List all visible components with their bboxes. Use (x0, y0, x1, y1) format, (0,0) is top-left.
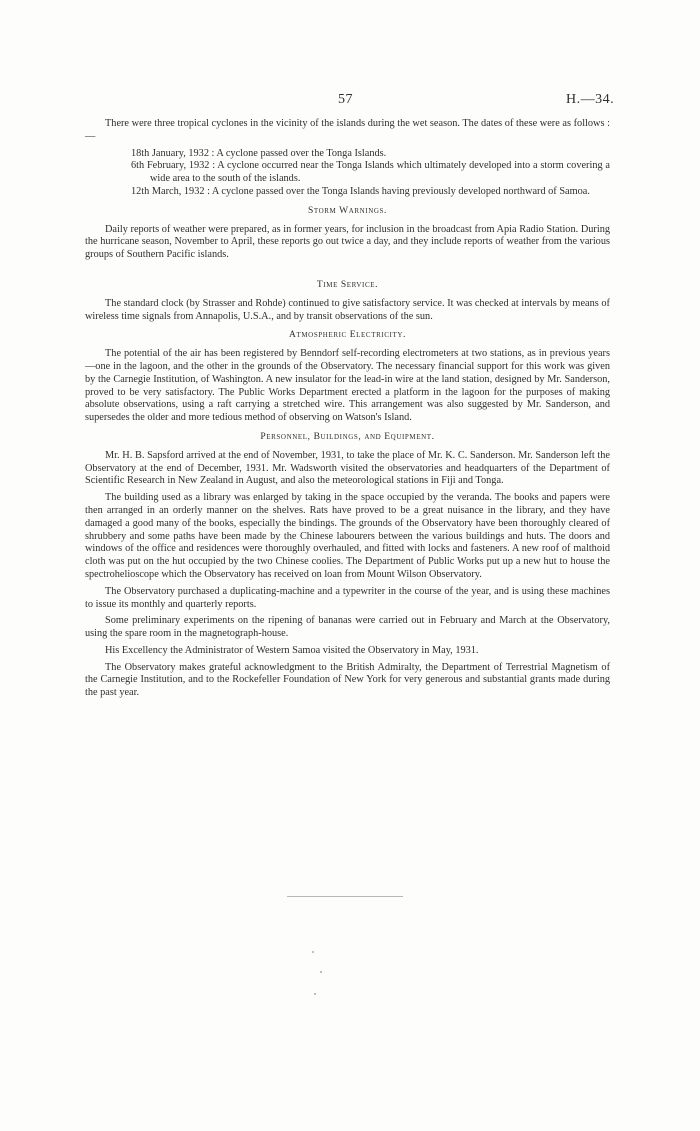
intro-paragraph: There were three tropical cyclones in the vicinity of the islands during the wet season. The dates of these were as follows :— (85, 118, 610, 142)
cyclone-item: 12th March, 1932 : A cyclone passed over the Tonga Islands having previously developed northward of Samoa. (131, 185, 590, 197)
personnel-paragraph: Mr. H. B. Sapsford arrived at the end of November, 1931, to take the place of Mr. K. C. Sanderson. Mr. Sanderson left the Observatory at the end of December, 1931. Mr. Wadsworth visited the observatories and headquarters of the Department of Scientific Research in New Zealand in August, and also the meteorological stations in Fiji and Tonga. (85, 449, 610, 487)
cyclone-item: 18th January, 1932 : A cyclone passed over the Tonga Islands. (131, 147, 387, 159)
personnel-paragraph: The Observatory makes grateful acknowledgment to the British Admiralty, the Department of Terrestrial Magnetism of the Carnegie Institution, and to the Rockefeller Foundation of New York for very generous and substantial grants made during the past year. (85, 661, 610, 699)
closing-divider (287, 896, 403, 897)
time-service-paragraph: The standard clock (by Strasser and Rohde) continued to give satisfactory service. It was checked at intervals by means of wireless time signals from Annapolis, U.S.A., and by transit observations of the sun. (85, 297, 610, 322)
atmospheric-electricity-paragraph: The potential of the air has been registered by Benndorf self-recording electrometers at two stations, as in previous years—one in the lagoon, and the other in the grounds of the Observatory. The necessary financial support for this work was given by the Carnegie Institution, of Washington. A new insulator for the lead-in wire at the land station, designed by Mr. Sanderson, proved to be very satisfactory. The Public Works Department erected a platform in the lagoon for the purposes of making absolute observations, using a raft carrying a stretched wire. This arrangement was also suggested by Mr. Sanderson, and supersedes the older and more tedious method of observing on Watson's Island. (85, 348, 610, 424)
print-speck (314, 993, 316, 995)
cyclone-list (85, 148, 610, 199)
personnel-paragraph: His Excellency the Administrator of Western Samoa visited the Observatory in May, 1931. (105, 644, 479, 656)
section-heading-atmospheric-electricity: Atmospheric Electricity. (289, 330, 406, 341)
storm-warnings-paragraph: Daily reports of weather were prepared, as in former years, for inclusion in the broadcast from Apia Radio Station. During the hurricane season, November to April, these reports go out twice a day, and they include reports of weather from the various groups of Southern Pacific islands. (85, 223, 610, 261)
print-speck (312, 951, 314, 953)
section-heading-personnel: Personnel, Buildings, and Equipment. (260, 431, 435, 442)
section-heading-storm-warnings: Storm Warnings. (307, 205, 388, 216)
personnel-paragraph: The Observatory purchased a duplicating-machine and a typewriter in the course of the year, and is using these machines to issue its monthly and quarterly reports. (85, 585, 610, 610)
section-heading-time-service: Time Service. (316, 279, 379, 290)
page-number: 57 (338, 92, 353, 107)
document-reference: H.—34. (566, 92, 615, 107)
print-speck (320, 971, 322, 973)
cyclone-item: 6th February, 1932 : A cyclone occurred near the Tonga Islands which ultimately developed into a storm covering a wide area to the south of the islands. (131, 160, 610, 185)
document-body (85, 118, 610, 704)
personnel-paragraph: Some preliminary experiments on the ripening of bananas were carried out in February and March at the Observatory, using the spare room in the magnetograph-house. (85, 615, 610, 640)
personnel-paragraph: The building used as a library was enlarged by taking in the space occupied by the veranda. The books and papers were then arranged in an orderly manner on the shelves. Rats have proved to be a great nuisance in the library, and they have damaged a good many of the books, especially the bindings. The grounds of the Observatory have been thoroughly cleared of shrubbery and some paths have been made by the Chinese labourers between the various buildings and huts. The doors and windows of the office and residences were thoroughly overhauled, and fitted with locks and fasteners. A new roof of malthoid cloth was put on the hut occupied by the two Chinese coolies. The Department of Public Works put up a new hut to house the spectrohelioscope which the Observatory has received on loan from Mount Wilson Observatory. (85, 492, 610, 580)
